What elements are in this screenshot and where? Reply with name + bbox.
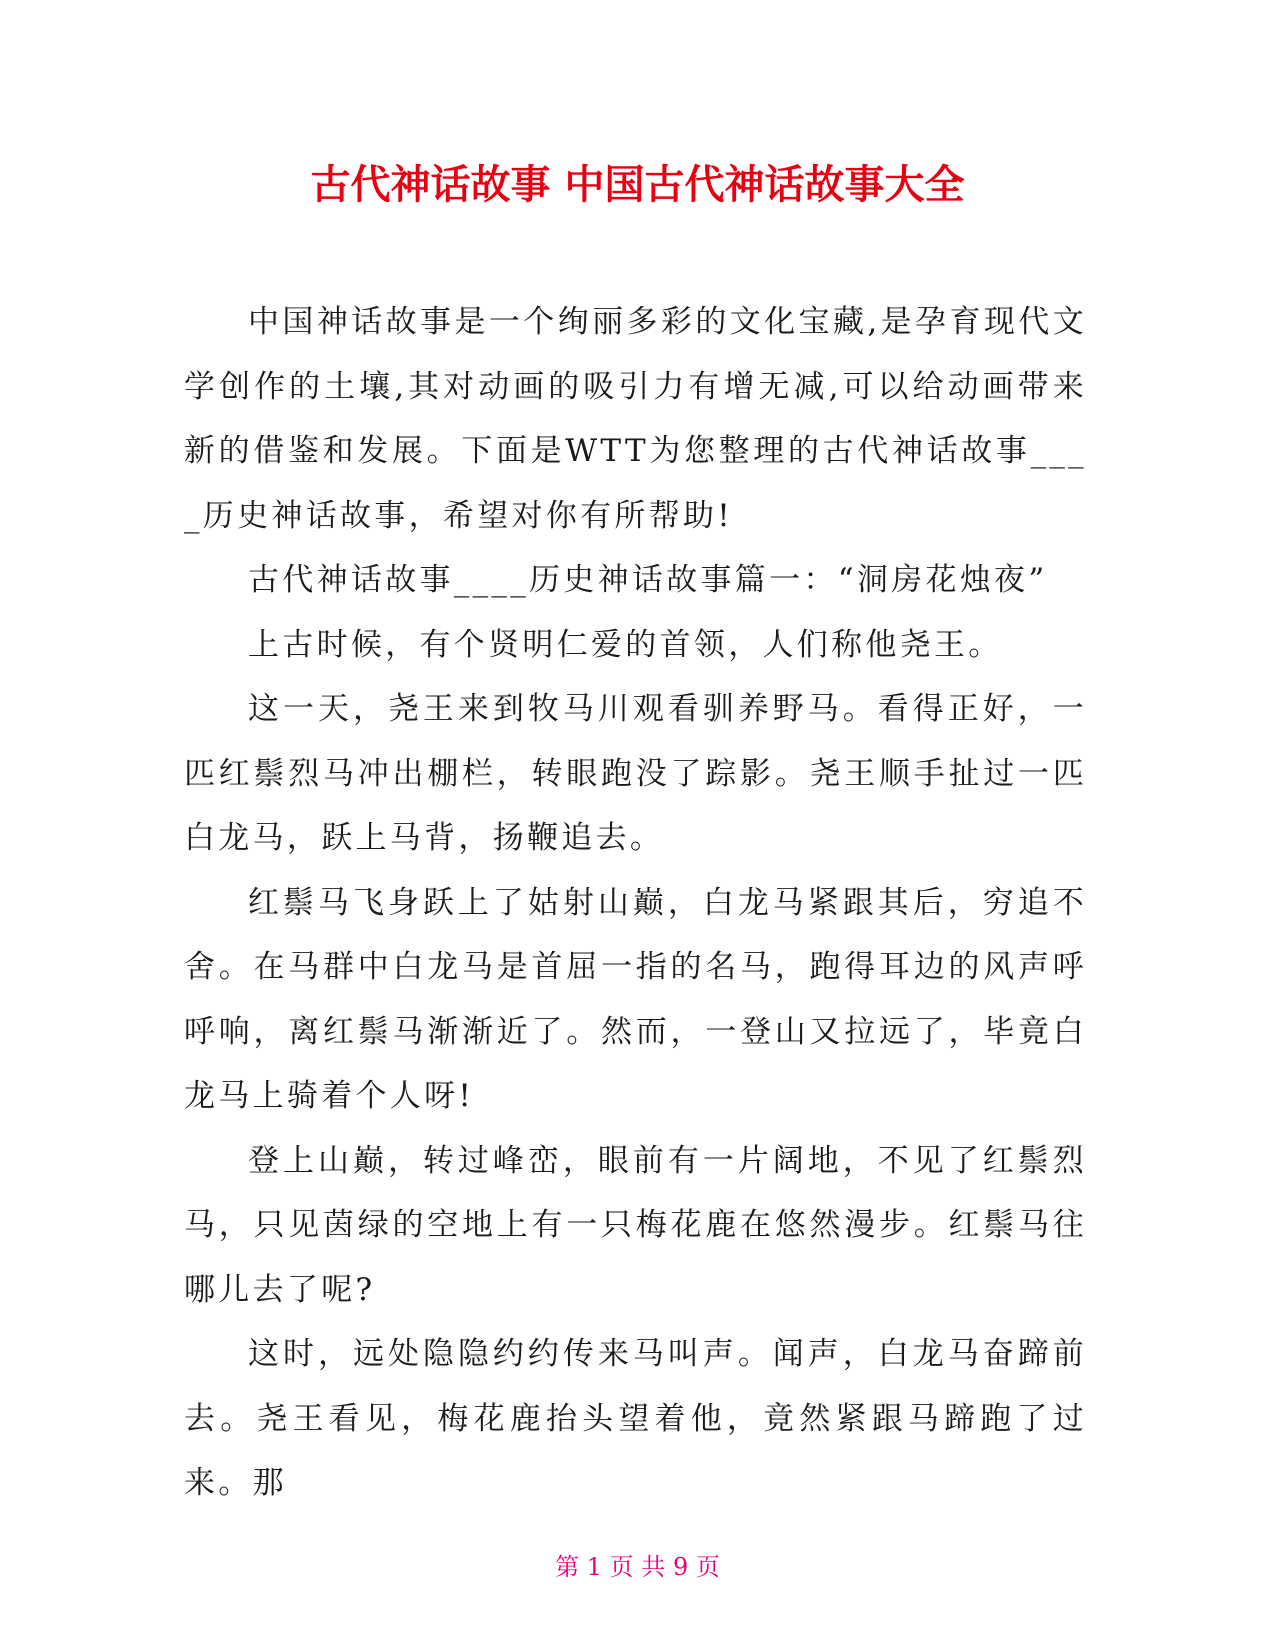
paragraph: 这一天，尧王来到牧马川观看驯养野马。看得正好，一匹红鬃烈马冲出棚栏，转眼跑没了踪影。尧王顺手扯过一匹白龙马，跃上马背，扬鞭追去。 xyxy=(184,691,1087,856)
page-number-footer: 第 1 页 共 9 页 xyxy=(555,1553,720,1581)
paragraph-intro: 中国神话故事是一个绚丽多彩的文化宝藏,是孕育现代文学创作的土壤,其对动画的吸引力有增无减,可以给动画带来新的借鉴和发展。下面是WTT为您整理的古代神话故事____历史神话故事，希望对你有所帮助! xyxy=(184,304,1087,534)
paragraph: 上古时候，有个贤明仁爱的首领，人们称他尧王。 xyxy=(248,626,1003,663)
paragraph: 登上山巅，转过峰峦，眼前有一片阔地，不见了红鬃烈马，只见茵绿的空地上有一只梅花鹿在悠然漫步。红鬃马往哪儿去了呢? xyxy=(184,1142,1087,1308)
page-title: 古代神话故事 中国古代神话故事大全 xyxy=(310,162,965,208)
paragraph: 这时，远处隐隐约约传来马叫声。闻声，白龙马奋蹄前去。尧王看见，梅花鹿抬头望着他，竟然紧跟马蹄跑了过来。那 xyxy=(184,1336,1087,1501)
document-body xyxy=(184,290,1087,1516)
section-heading: 古代神话故事____历史神话故事篇一：“洞房花烛夜” xyxy=(248,562,1048,598)
paragraph: 红鬃马飞身跃上了姑射山巅，白龙马紧跟其后，穷追不舍。在马群中白龙马是首屈一指的名马，跑得耳边的风声呼呼响，离红鬃马渐渐近了。然而，一登山又拉远了，毕竟白龙马上骑着个人呀! xyxy=(184,884,1087,1114)
